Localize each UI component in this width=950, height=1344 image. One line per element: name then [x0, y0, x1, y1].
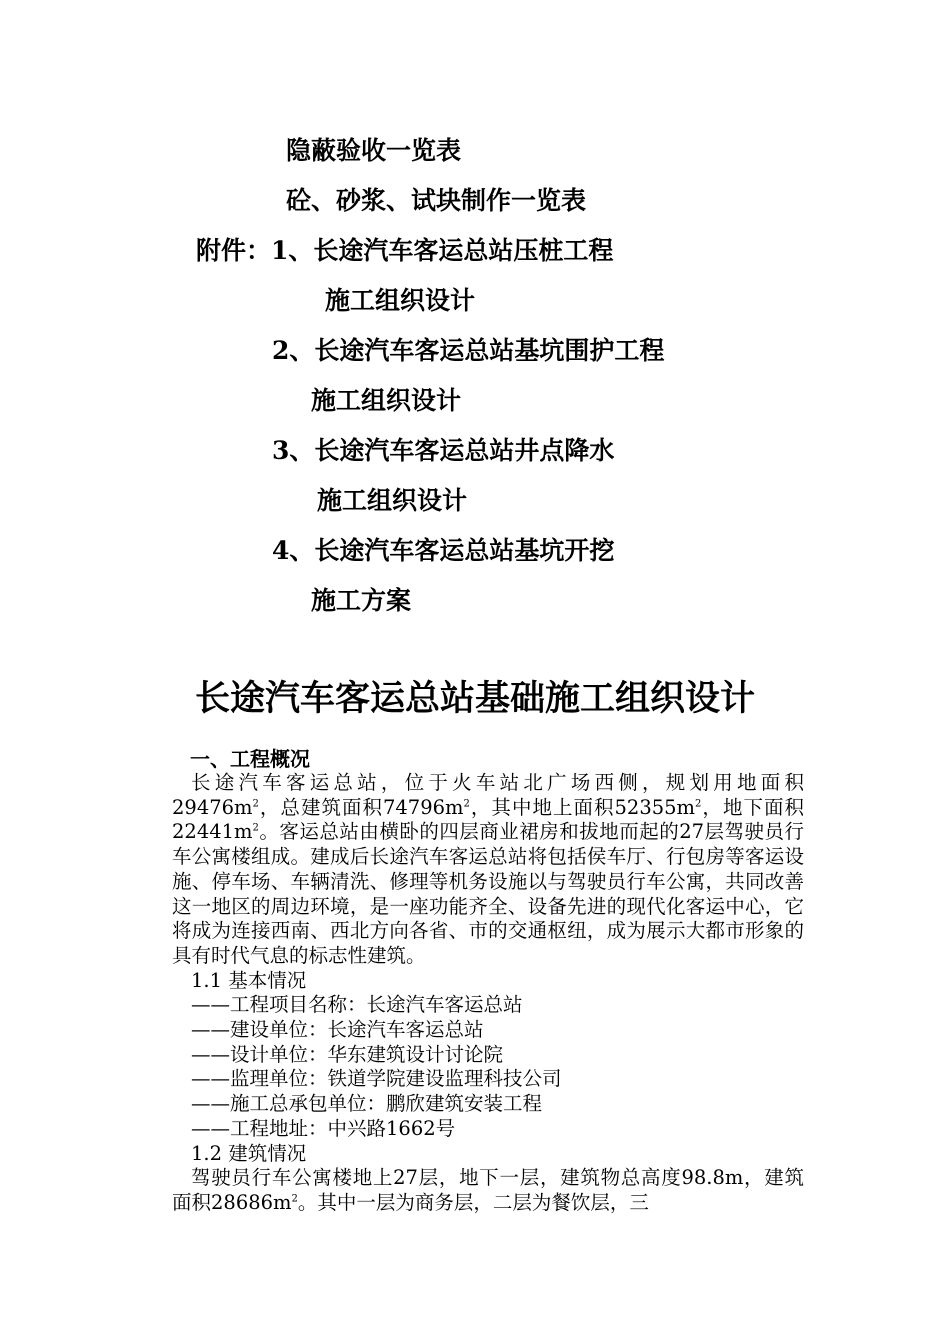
paragraph-building: [172, 1166, 804, 1215]
p1-text-d: ，地下面积22441m: [172, 795, 804, 844]
basic-info-designer: ——设计单位：华东建筑设计讨论院: [191, 1042, 504, 1066]
subsection-1-2: 1.2 建筑情况: [191, 1141, 307, 1165]
toc-line-3: 附件：1、长途汽车客运总站压桩工程: [196, 236, 614, 265]
basic-info-owner: ——建设单位：长途汽车客运总站: [191, 1018, 484, 1042]
toc-line-9: 4、长途汽车客运总站基坑开挖: [272, 536, 615, 565]
section-heading-1: 一、工程概况: [190, 747, 310, 771]
p1-text-e: 。客运总站由横卧的四层商业裙房和拔地而起的27层驾驶员行车公寓楼组成。建成后长途汽车客运总站将包括侯车厅、行包房等客运设施、停车场、车辆清洗、修理等机务设施以与驾驶员行车公寓，共同改善这一地区的周边环境，是一座功能齐全、设备先进的现代化客运中心，它将成为连接西南、西北方向各省、市的交通枢纽，成为展示大都市形象的具有时代气息的标志性建筑。: [172, 820, 804, 967]
superscript-2: 2: [252, 798, 259, 810]
document-title: 长途汽车客运总站基础施工组织设计: [194, 678, 755, 719]
toc-line-8: 施工组织设计: [317, 486, 468, 515]
paragraph-overview: [172, 771, 804, 969]
toc-line-10: 施工方案: [311, 586, 412, 615]
p1-text-a: 长途汽车客运总站，位于火车站北广场西侧，规划用地面积29476m: [172, 771, 804, 819]
toc-line-4: 施工组织设计: [325, 286, 476, 315]
basic-info-address: ——工程地址：中兴路1662号: [191, 1116, 456, 1140]
basic-info-supervisor: ——监理单位：铁道学院建设监理科技公司: [191, 1067, 562, 1091]
superscript-2: 2: [291, 1193, 298, 1205]
superscript-2: 2: [463, 798, 470, 810]
p2-text-b: 。其中一层为商务层，二层为餐饮层，三: [297, 1190, 649, 1214]
toc-line-7: 3、长途汽车客运总站井点降水: [272, 436, 615, 465]
toc-line-1: 隐蔽验收一览表: [286, 136, 462, 165]
toc-line-2: 砼、砂浆、试块制作一览表: [286, 186, 587, 215]
toc-line-5: 2、长途汽车客运总站基坑围护工程: [272, 336, 665, 365]
p1-text-b: ，总建筑面积74796m: [258, 795, 464, 819]
p2-text-a: 驾驶员行车公寓楼地上27层，地下一层，建筑物总高度98.8m，建筑面积28686m: [172, 1166, 804, 1214]
basic-info-project-name: ——工程项目名称：长途汽车客运总站: [191, 993, 523, 1017]
superscript-2: 2: [695, 798, 702, 810]
superscript-2: 2: [252, 822, 259, 834]
toc-line-6: 施工组织设计: [311, 386, 462, 415]
basic-info-contractor: ——施工总承包单位：鹏欣建筑安装工程: [191, 1092, 543, 1116]
document-body: [172, 771, 804, 1216]
subsection-1-1: 1.1 基本情况: [191, 968, 307, 992]
p1-text-c: ，其中地上面积52355m: [469, 795, 696, 819]
